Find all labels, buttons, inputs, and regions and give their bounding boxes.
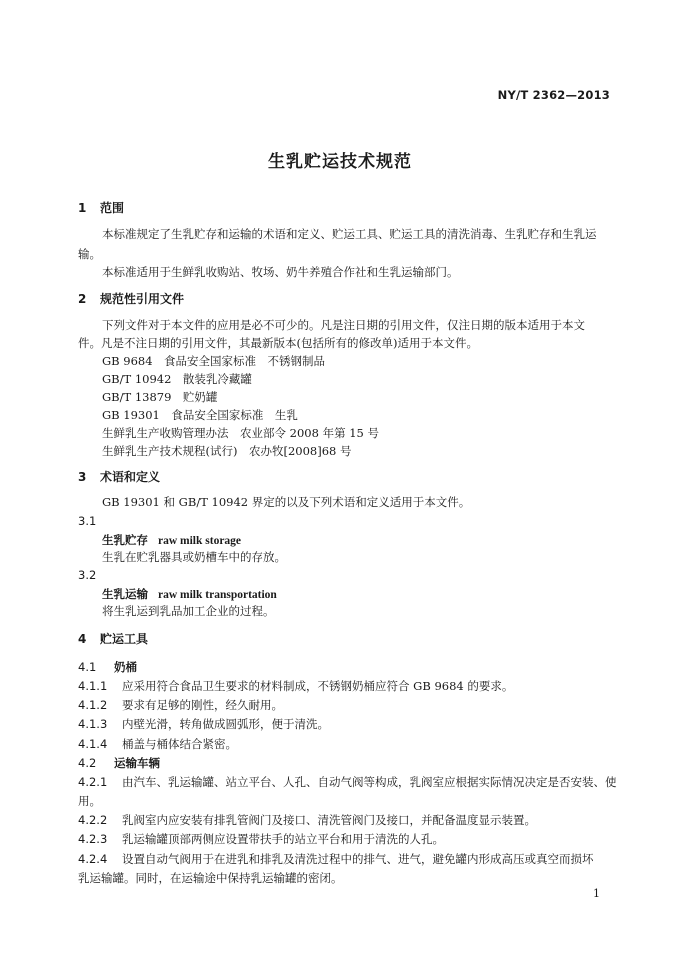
term-en: raw milk storage <box>158 535 242 547</box>
clause-text: 由汽车、乳运输罐、站立平台、人孔、自动气阀等构成，乳阀室应根据实际情况决定是否安装、使 <box>122 775 617 789</box>
clause-item <box>78 774 617 790</box>
section-heading-scope <box>78 199 124 216</box>
subsection-title: 运输车辆 <box>114 756 160 770</box>
term-definition: 生乳在贮乳器具或奶槽车中的存放。 <box>102 550 286 564</box>
section-title: 贮运工具 <box>100 632 149 646</box>
standard-number: NY/T 2362—2013 <box>497 88 610 102</box>
clause-number: 4.1.3 <box>78 717 108 731</box>
section-number: 1 <box>78 201 87 215</box>
section-title: 规范性引用文件 <box>100 292 185 306</box>
clause-number: 4.2.1 <box>78 775 108 789</box>
clause-number: 4.1.2 <box>78 698 108 712</box>
term-heading <box>102 586 277 602</box>
paragraph-line: 本标准规定了生乳贮存和运输的术语和定义、贮运工具、贮运工具的清洗消毒、生乳贮存和生乳运 <box>102 227 597 241</box>
paragraph-line: 输。 <box>78 247 101 261</box>
subsection-number: 4.1 <box>78 660 97 674</box>
term-zh: 生乳运输 <box>102 587 148 601</box>
paragraph-line: 下列文件对于本文件的应用是必不可少的。凡是注日期的引用文件，仅注日期的版本适用于本文 <box>102 318 585 332</box>
subsection-title: 奶桶 <box>114 660 137 674</box>
clause-text: 内壁光滑，转角做成圆弧形，便于清洗。 <box>122 717 329 731</box>
section-heading-tools <box>78 630 148 647</box>
reference-item: GB/T 13879 贮奶罐 <box>102 390 218 404</box>
clause-text: 乳阀室内应安装有排乳管阀门及接口、清洗管阀门及接口，并配备温度显示装置。 <box>122 813 536 827</box>
section-number: 2 <box>78 292 87 306</box>
reference-item: GB 9684 食品安全国家标准 不锈钢制品 <box>102 354 326 368</box>
document-title: 生乳贮运技术规范 <box>268 152 412 172</box>
clause-item <box>78 716 329 732</box>
clause-item <box>78 736 237 752</box>
paragraph-line: 件。凡是不注日期的引用文件，其最新版本(包括所有的修改单)适用于本文件。 <box>78 336 478 350</box>
paragraph: GB 19301 和 GB/T 10942 界定的以及下列术语和定义适用于本文件。 <box>102 495 471 509</box>
term-zh: 生乳贮存 <box>102 533 148 547</box>
clause-number: 4.2.3 <box>78 832 108 846</box>
subsection-heading <box>78 659 137 675</box>
clause-text-continued: 乳运输罐。同时，在运输途中保持乳运输罐的密闭。 <box>78 871 343 885</box>
clause-item <box>78 812 536 828</box>
clause-number: 4.1.1 <box>78 679 108 693</box>
clause-item <box>78 851 594 867</box>
reference-item: 生鲜乳生产收购管理办法 农业部令 2008 年第 15 号 <box>102 426 380 440</box>
term-definition: 将生乳运到乳品加工企业的过程。 <box>102 604 275 618</box>
term-en: raw milk transportation <box>158 589 277 601</box>
subsection-number: 4.2 <box>78 756 97 770</box>
clause-text: 设置自动气阀用于在进乳和排乳及清洗过程中的排气、进气，避免罐内形成高压或真空而损坏 <box>122 852 594 866</box>
paragraph: 本标准适用于生鲜乳收购站、牧场、奶牛养殖合作社和生乳运输部门。 <box>102 265 459 279</box>
clause-text: 应采用符合食品卫生要求的材料制成，不锈钢奶桶应符合 GB 9684 的要求。 <box>122 679 514 693</box>
reference-item: 生鲜乳生产技术规程(试行) 农办牧[2008]68 号 <box>102 444 352 458</box>
clause-item <box>78 831 444 847</box>
section-number: 3 <box>78 470 87 484</box>
clause-text: 乳运输罐顶部两侧应设置带扶手的站立平台和用于清洗的人孔。 <box>122 832 444 846</box>
clause-text-continued: 用。 <box>78 794 101 808</box>
clause-item <box>78 678 513 694</box>
clause-item <box>78 697 283 713</box>
term-number: 3.1 <box>78 514 97 528</box>
clause-number: 4.2.4 <box>78 852 108 866</box>
section-title: 范围 <box>100 201 125 215</box>
section-title: 术语和定义 <box>100 470 161 484</box>
clause-number: 4.2.2 <box>78 813 108 827</box>
reference-item: GB/T 10942 散装乳冷藏罐 <box>102 372 252 386</box>
section-heading-terms <box>78 468 160 485</box>
reference-item: GB 19301 食品安全国家标准 生乳 <box>102 408 298 422</box>
clause-number: 4.1.4 <box>78 737 108 751</box>
section-heading-references <box>78 290 184 307</box>
subsection-heading <box>78 755 160 771</box>
section-number: 4 <box>78 632 87 646</box>
term-number: 3.2 <box>78 568 97 582</box>
term-heading <box>102 532 241 548</box>
clause-text: 要求有足够的刚性，经久耐用。 <box>122 698 283 712</box>
clause-text: 桶盖与桶体结合紧密。 <box>122 737 237 751</box>
page-number: 1 <box>593 887 600 900</box>
